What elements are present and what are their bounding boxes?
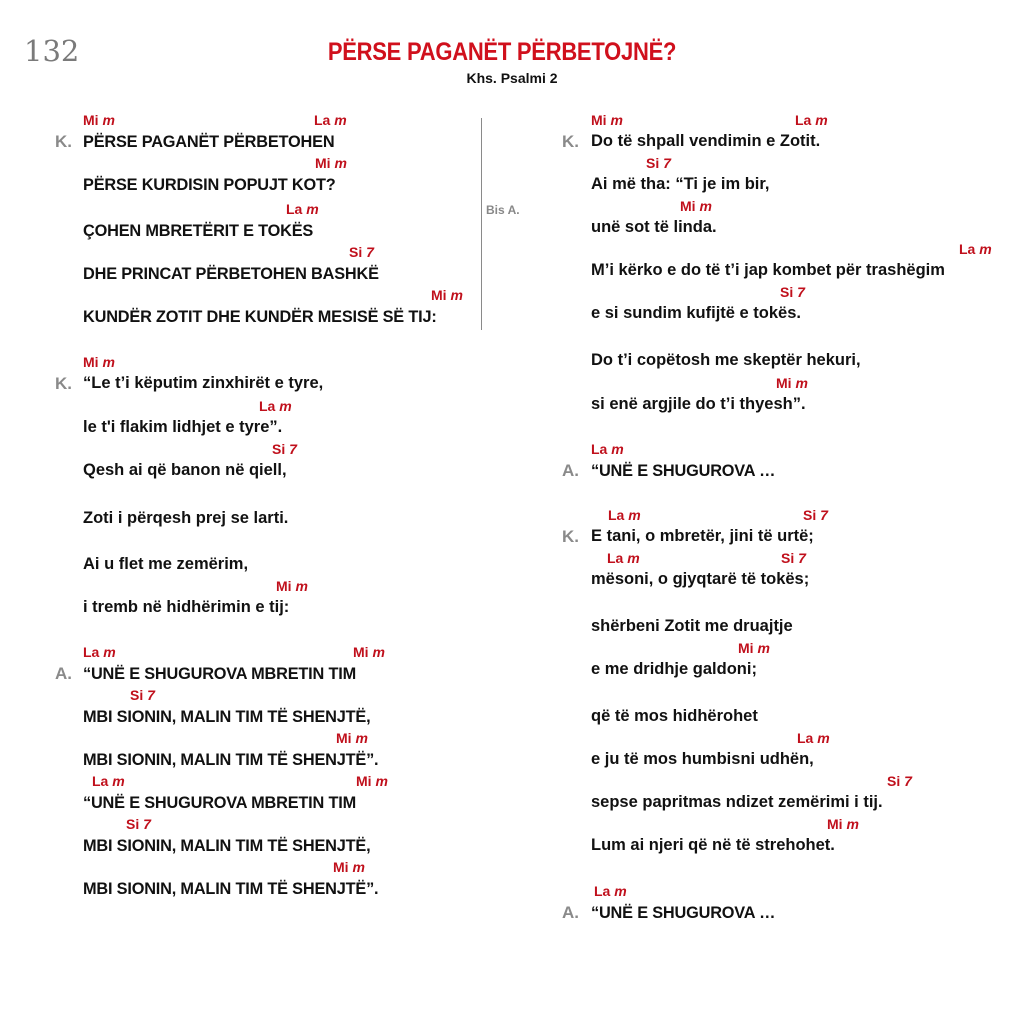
left-verse-line xyxy=(0,374,1024,396)
chord-label: Mi m xyxy=(276,578,308,594)
cantor-marker: K. xyxy=(55,132,72,151)
chord-label: La m xyxy=(594,883,627,899)
right-verse-line xyxy=(0,660,1024,682)
right-verse-line xyxy=(0,617,1024,639)
lyric-text: Zoti i përqesh prej se larti. xyxy=(83,509,289,527)
lyric-text: Ai më tha: “Ti je im bir, xyxy=(591,175,770,193)
lyric-text: MBI SIONIN, MALIN TIM TË SHENJTË”. xyxy=(83,879,379,898)
lyric-text: që të mos hidhërohet xyxy=(591,707,758,725)
chord-label: La m xyxy=(797,730,830,746)
right-verse-line xyxy=(0,750,1024,772)
lyric-text: le t'i flakim lidhjet e tyre”. xyxy=(83,418,283,436)
chord-label: Mi m xyxy=(680,198,712,214)
assembly-marker: A. xyxy=(55,664,72,683)
lyric-text: “Le t’i këputim zinxhirët e tyre, xyxy=(83,374,324,392)
lyric-text: MBI SIONIN, MALIN TIM TË SHENJTË, xyxy=(83,836,371,855)
right-verse-line xyxy=(0,527,1024,549)
lyric-text: Lum ai njeri që në të strehohet. xyxy=(591,836,835,854)
lyric-text: E tani, o mbretër, jini të urtë; xyxy=(591,527,814,545)
lyric-text: sepse papritmas ndizet zemërimi i tij. xyxy=(591,793,883,811)
lyric-text: KUNDËR ZOTIT DHE KUNDËR MESISË SË TIJ: xyxy=(83,307,437,326)
right-verse-line xyxy=(0,836,1024,858)
cantor-marker: K. xyxy=(55,374,72,393)
chord-label: Mi m xyxy=(431,287,463,303)
lyric-text: M’i kërko e do të t’i jap kombet për trashëgim xyxy=(591,261,945,279)
lyric-text: shërbeni Zotit me druajtje xyxy=(591,617,793,635)
lyric-text: MBI SIONIN, MALIN TIM TË SHENJTË”. xyxy=(83,750,379,769)
lyric-text: unë sot të linda. xyxy=(591,218,717,236)
chord-label: La m xyxy=(795,112,828,128)
lyric-text: “UNË E SHUGUROVA MBRETIN TIM xyxy=(83,793,356,812)
right-verse-line xyxy=(0,175,1024,197)
chord-label: Si 7 xyxy=(646,155,671,171)
chord-label: La m xyxy=(83,644,116,660)
chord-label: Si 7 xyxy=(349,244,374,260)
lyric-text: ÇOHEN MBRETËRIT E TOKËS xyxy=(83,221,314,240)
lyric-text: Do të shpall vendimin e Zotit. xyxy=(591,132,821,150)
chord-label: Si 7 xyxy=(887,773,912,789)
lyric-text: PËRSE PAGANËT PËRBETOHEN xyxy=(83,132,335,151)
chord-label: Mi m xyxy=(315,155,347,171)
chord-label: La m xyxy=(591,441,624,457)
left-verse-line xyxy=(0,418,1024,440)
lyric-text: Do t’i copëtosh me skeptër hekuri, xyxy=(591,351,861,369)
bis-label: Bis A. xyxy=(486,203,520,217)
lyric-text: MBI SIONIN, MALIN TIM TË SHENJTË, xyxy=(83,707,371,726)
assembly-marker: A. xyxy=(562,903,579,922)
lyric-text: mësoni, o gjyqtarë të tokës; xyxy=(591,570,810,588)
right-verse-line xyxy=(0,261,1024,283)
cantor-marker: K. xyxy=(562,527,579,546)
song-subtitle: Khs. Psalmi 2 xyxy=(466,70,558,86)
chord-label: La m xyxy=(286,201,319,217)
lyric-text: “UNË E SHUGUROVA MBRETIN TIM xyxy=(83,664,356,683)
chord-label: La m xyxy=(959,241,992,257)
chord-label: Si 7 xyxy=(803,507,828,523)
right-verse-line xyxy=(0,218,1024,240)
right-verse-line xyxy=(0,903,1024,925)
right-verse-line xyxy=(0,461,1024,483)
chord-label: Si 7 xyxy=(130,687,155,703)
lyric-text: e me dridhje galdoni; xyxy=(591,660,757,678)
chord-label: Mi m xyxy=(353,644,385,660)
chord-label: Si 7 xyxy=(126,816,151,832)
lyric-text: i tremb në hidhërimin e tij: xyxy=(83,598,290,616)
cantor-marker: K. xyxy=(562,132,579,151)
chord-label: Mi m xyxy=(333,859,365,875)
lyric-text: PËRSE KURDISIN POPUJT KOT? xyxy=(83,175,336,194)
chord-label: Mi m xyxy=(827,816,859,832)
right-verse-line xyxy=(0,707,1024,729)
chord-label: La m xyxy=(607,550,640,566)
chord-label: Mi m xyxy=(336,730,368,746)
song-title: PËRSE PAGANËT PËRBETOJNË? xyxy=(327,38,677,66)
lyric-text: Ai u flet me zemërim, xyxy=(83,555,249,573)
lyric-text: “UNË E SHUGUROVA … xyxy=(591,903,776,922)
chord-label: Mi m xyxy=(738,640,770,656)
right-verse-line xyxy=(0,570,1024,592)
lyric-text: DHE PRINCAT PËRBETOHEN BASHKË xyxy=(83,264,379,283)
lyric-text: si enë argjile do t’i thyesh”. xyxy=(591,395,806,413)
right-verse-line xyxy=(0,351,1024,373)
chord-label: Si 7 xyxy=(272,441,297,457)
right-verse-line xyxy=(0,395,1024,417)
chord-label: Si 7 xyxy=(781,550,806,566)
page-number: 132 xyxy=(24,34,80,68)
right-verse-line xyxy=(0,132,1024,154)
chord-label: Mi m xyxy=(776,375,808,391)
chord-label: Mi m xyxy=(83,112,115,128)
chord-label: La m xyxy=(92,773,125,789)
chord-label: La m xyxy=(314,112,347,128)
chord-label: La m xyxy=(608,507,641,523)
chord-label: Mi m xyxy=(83,354,115,370)
lyric-text: “UNË E SHUGUROVA … xyxy=(591,461,776,480)
lyric-text: e ju të mos humbisni udhën, xyxy=(591,750,814,768)
chord-label: Mi m xyxy=(591,112,623,128)
assembly-marker: A. xyxy=(562,461,579,480)
right-verse-line xyxy=(0,304,1024,326)
chord-label: Si 7 xyxy=(780,284,805,300)
chord-label: La m xyxy=(259,398,292,414)
right-verse-line xyxy=(0,793,1024,815)
lyric-text: e si sundim kufijtë e tokës. xyxy=(591,304,801,322)
lyric-text: Qesh ai që banon në qiell, xyxy=(83,461,287,479)
chord-label: Mi m xyxy=(356,773,388,789)
left-verse-line xyxy=(0,879,1024,901)
